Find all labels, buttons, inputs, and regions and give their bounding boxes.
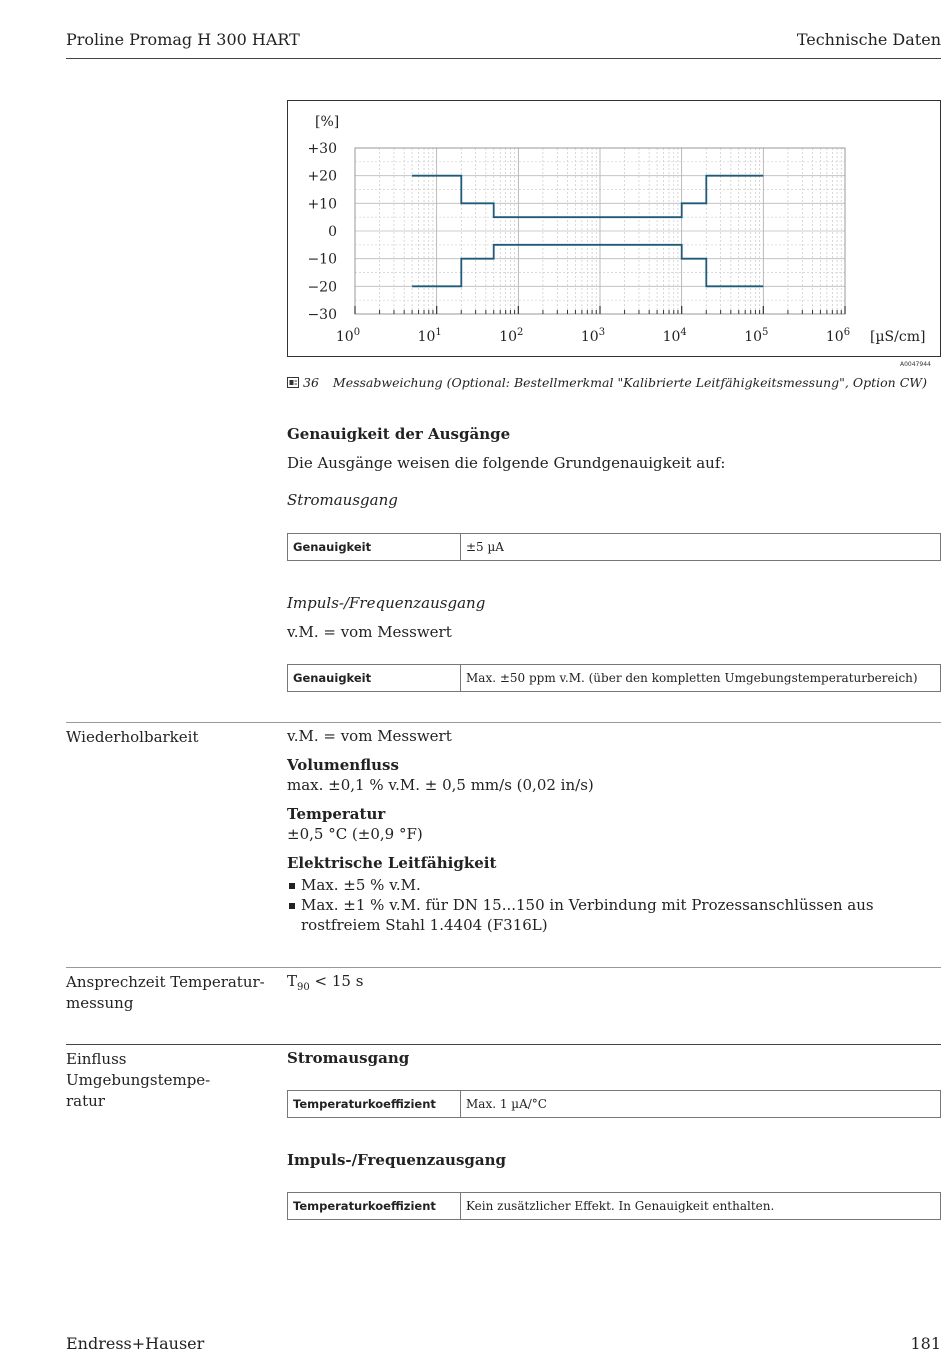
chart-x-tick-exponent: 0 bbox=[353, 327, 361, 338]
table-key: Genauigkeit bbox=[288, 534, 461, 561]
figure-caption bbox=[287, 375, 927, 390]
response-label-line2: messung bbox=[66, 994, 134, 1012]
response-label-line1: Ansprechzeit Temperatur- bbox=[66, 973, 265, 991]
header-section: Technische Daten bbox=[796, 30, 941, 49]
chart-x-tick-base: 10 bbox=[662, 329, 681, 345]
figure-frame bbox=[287, 100, 941, 357]
chart-x-tick-base: 10 bbox=[417, 329, 436, 345]
pulse-output-title: Impuls-/Frequenzausgang bbox=[287, 594, 486, 612]
chart-x-tick-exponent: 1 bbox=[435, 327, 442, 338]
chart-x-axis-label: [µS/cm] bbox=[870, 329, 926, 345]
chart-x-tick-label bbox=[336, 327, 360, 345]
table-key: Genauigkeit bbox=[288, 665, 461, 692]
temperature-value: ±0,5 °C (±0,9 °F) bbox=[287, 825, 423, 843]
chart-x-ticks bbox=[355, 306, 845, 314]
chart-x-tick-exponent: 6 bbox=[843, 327, 851, 338]
volume-flow-title: Volumenfluss bbox=[287, 756, 399, 774]
chart-x-tick-base: 10 bbox=[499, 329, 518, 345]
response-time-value bbox=[287, 972, 363, 993]
ambient-label-line1: Einfluss Umgebungstempe- bbox=[66, 1050, 211, 1089]
chart-x-labels bbox=[336, 327, 850, 345]
table-value: Max. ±50 ppm v.M. (über den kompletten Umgebungstemperaturbereich) bbox=[461, 665, 941, 692]
ambient-label bbox=[66, 1049, 271, 1112]
chart bbox=[288, 101, 940, 356]
chart-y-tick-label: −10 bbox=[307, 251, 337, 268]
ambient-label-line2: ratur bbox=[66, 1092, 105, 1110]
chart-x-tick-label bbox=[418, 327, 442, 345]
pulse-output-table bbox=[287, 664, 941, 692]
figure-number: 36 bbox=[303, 375, 319, 390]
section-divider bbox=[66, 967, 941, 968]
t-rest: < 15 s bbox=[309, 972, 364, 990]
chart-y-labels bbox=[307, 141, 337, 323]
chart-x-tick-label bbox=[663, 327, 687, 345]
chart-x-tick-base: 10 bbox=[744, 329, 763, 345]
conductivity-list bbox=[287, 875, 937, 935]
table-value: Max. 1 µA/°C bbox=[461, 1091, 941, 1118]
chart-y-tick-label: +30 bbox=[307, 141, 337, 157]
temperature-title: Temperatur bbox=[287, 805, 386, 823]
chart-y-axis-label: [%] bbox=[315, 114, 340, 130]
section-divider bbox=[66, 722, 941, 723]
table-value: Kein zusätzlicher Effekt. In Genauigkeit enthalten. bbox=[461, 1193, 941, 1220]
pulse-output-note: v.M. = vom Messwert bbox=[287, 623, 452, 641]
list-item: Max. ±5 % v.M. bbox=[287, 875, 937, 895]
chart-series-line bbox=[412, 245, 763, 286]
list-item: Max. ±1 % v.M. für DN 15...150 in Verbindung mit Prozessanschlüssen aus rostfreiem Stahl 1.4404 (F316L) bbox=[287, 895, 937, 935]
current-output-title: Stromausgang bbox=[287, 491, 398, 509]
chart-x-tick-base: 10 bbox=[580, 329, 599, 345]
chart-y-tick-label: −30 bbox=[307, 307, 337, 323]
table-row bbox=[288, 534, 941, 561]
response-time-label bbox=[66, 972, 271, 1014]
repeatability-label: Wiederholbarkeit bbox=[66, 728, 199, 746]
ambient-pulse-title: Impuls-/Frequenzausgang bbox=[287, 1151, 506, 1169]
current-output-table bbox=[287, 533, 941, 561]
table-row bbox=[288, 1193, 941, 1220]
header-rule bbox=[66, 58, 941, 59]
chart-x-tick-label bbox=[581, 327, 605, 345]
chart-x-tick-label bbox=[499, 327, 523, 345]
chart-x-tick-base: 10 bbox=[825, 329, 844, 345]
figure-icon bbox=[287, 377, 299, 388]
chart-x-tick-exponent: 5 bbox=[762, 327, 769, 338]
chart-y-tick-label: +20 bbox=[307, 168, 337, 185]
figure-caption-text: Messabweichung (Optional: Bestellmerkmal "Kalibrierte Leitfähigkeitsmessung", Option CW) bbox=[332, 375, 927, 390]
section-divider bbox=[66, 1044, 941, 1045]
header-title: Proline Promag H 300 HART bbox=[66, 30, 300, 49]
t-subscript: 90 bbox=[297, 982, 310, 993]
ambient-current-table bbox=[287, 1090, 941, 1118]
outputs-intro: Die Ausgänge weisen die folgende Grundgenauigkeit auf: bbox=[287, 454, 726, 472]
chart-y-tick-label: −20 bbox=[307, 279, 337, 296]
chart-x-tick-label bbox=[826, 327, 850, 345]
chart-x-tick-exponent: 2 bbox=[517, 327, 524, 338]
table-value: ±5 µA bbox=[461, 534, 941, 561]
chart-y-tick-label: +10 bbox=[307, 196, 337, 213]
page-number: 181 bbox=[910, 1334, 941, 1353]
table-row bbox=[288, 665, 941, 692]
chart-series-line bbox=[412, 176, 763, 218]
table-key: Temperaturkoeffizient bbox=[288, 1193, 461, 1220]
volume-flow-value: max. ±0,1 % v.M. ± 0,5 mm/s (0,02 in/s) bbox=[287, 776, 594, 794]
table-row bbox=[288, 1091, 941, 1118]
chart-x-tick-exponent: 3 bbox=[598, 327, 606, 338]
outputs-title: Genauigkeit der Ausgänge bbox=[287, 425, 511, 443]
footer-brand: Endress+Hauser bbox=[66, 1334, 205, 1353]
figure-id: A0047944 bbox=[900, 361, 931, 368]
chart-x-tick-exponent: 4 bbox=[680, 327, 687, 338]
ambient-current-title: Stromausgang bbox=[287, 1049, 410, 1067]
table-key: Temperaturkoeffizient bbox=[288, 1091, 461, 1118]
conductivity-title: Elektrische Leitfähigkeit bbox=[287, 854, 497, 872]
chart-y-tick-label: 0 bbox=[328, 224, 337, 240]
chart-x-tick-label bbox=[744, 327, 768, 345]
ambient-pulse-table bbox=[287, 1192, 941, 1220]
t-symbol: T bbox=[287, 972, 298, 990]
repeatability-note: v.M. = vom Messwert bbox=[287, 727, 452, 745]
chart-x-tick-base: 10 bbox=[335, 329, 354, 345]
